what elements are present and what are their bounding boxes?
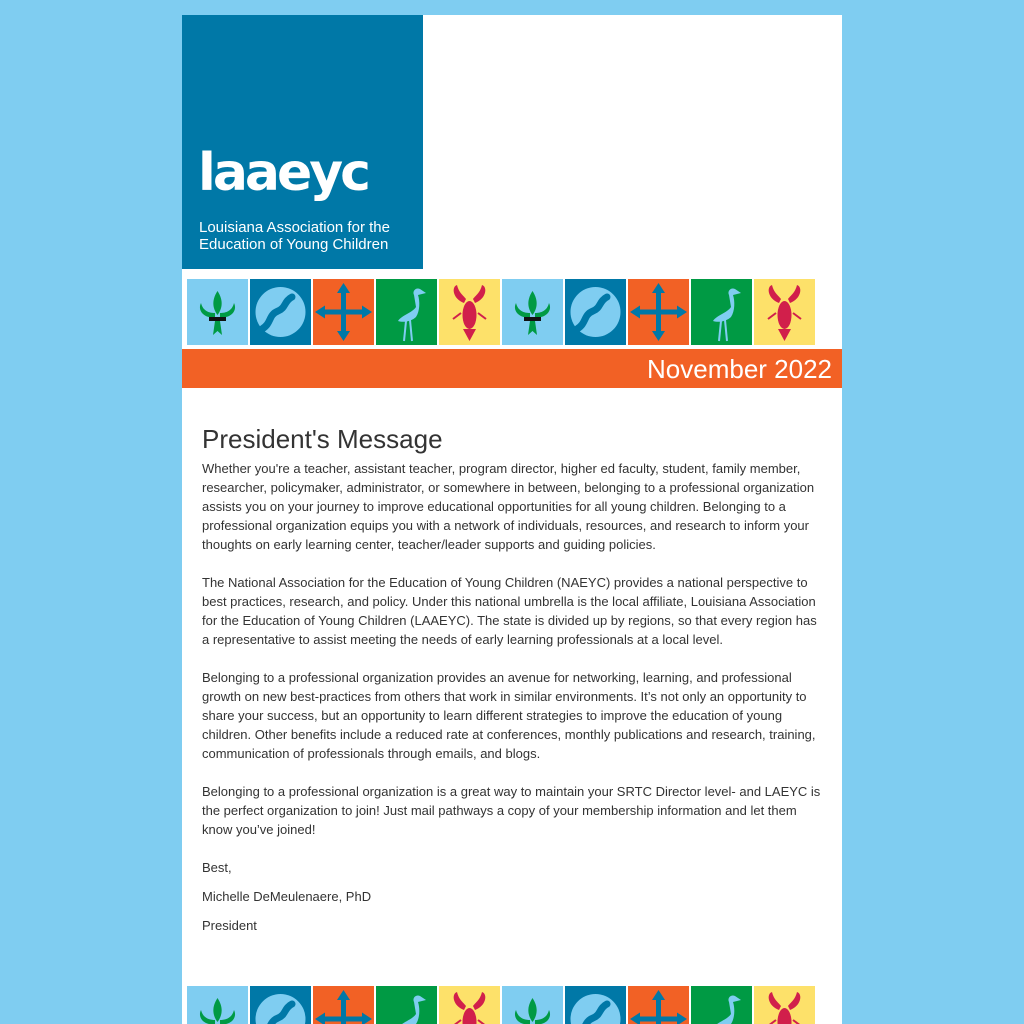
message-paragraph: Belonging to a professional organization is a great way to maintain your SRTC Director level- and LAEYC is the perfect organization to join! Just mail pathways a copy of your membership information and let them know you’ve joined! — [202, 784, 821, 837]
heron-icon — [691, 279, 752, 345]
crawfish-icon — [439, 986, 500, 1024]
closing: Best, — [202, 860, 232, 875]
message-title: President's Message — [202, 424, 443, 454]
message-paragraph: Belonging to a professional organization provides an avenue for networking, learning, and professional growth on new best-practices from others that work in similar environments. It’s not only an opportunity to share your success, but an opportunity to learn different strategies to improve the education of young children. Other benefits include a reduced rate at conferences, monthly publications and research, training, communication of professionals through emails, and blogs. — [202, 670, 816, 761]
fleur-de-lis-icon — [187, 279, 248, 345]
icon-tile-strip-top — [187, 279, 817, 345]
crawfish-icon — [754, 279, 815, 345]
icon-tile-strip-bottom — [187, 986, 817, 1024]
laaeyc-logo[interactable] — [182, 15, 423, 269]
logo-subtitle: Louisiana Association for the Education of Young Children — [199, 219, 390, 253]
logo-wordmark: laaeyc — [198, 143, 368, 203]
signer-title: President — [202, 918, 257, 933]
fleur-de-lis-icon — [502, 279, 563, 345]
fleur-de-lis-icon — [187, 986, 248, 1024]
message-paragraph: The National Association for the Education of Young Children (NAEYC) provides a national perspective to best practices, research, and policy. Under this national umbrella is the local affiliate, Louisiana Association for the Education of Young Children (LAAEYC). The state is divided up by regions, so that every region has a representative to assist meeting the needs of early learning professionals at a local level. — [202, 575, 817, 647]
crawfish-icon — [439, 279, 500, 345]
heron-icon — [691, 986, 752, 1024]
river-icon — [565, 279, 626, 345]
message-paragraph: Whether you're a teacher, assistant teacher, program director, higher ed faculty, student, family member, researcher, policymaker, administrator, or somewhere in between, belonging to a professional organization assists you on your journey to improve educational opportunities for all young children. Belonging to a professional organization equips you with a network of individuals, resources, and research to inform your thoughts on early learning center, teacher/leader supports and guiding policies. — [202, 461, 815, 552]
river-icon — [565, 986, 626, 1024]
signer-name: Michelle DeMeulenaere, PhD — [202, 889, 372, 904]
heron-icon — [376, 986, 437, 1024]
river-icon — [250, 986, 311, 1024]
date-banner — [182, 349, 842, 388]
crawfish-icon — [754, 986, 815, 1024]
heron-icon — [376, 279, 437, 345]
issue-date: November 2022 — [647, 354, 832, 384]
newsletter-body — [182, 15, 842, 1024]
crossroads-arrows-icon — [628, 986, 689, 1024]
crossroads-arrows-icon — [313, 279, 374, 345]
crossroads-arrows-icon — [628, 279, 689, 345]
crossroads-arrows-icon — [313, 986, 374, 1024]
fleur-de-lis-icon — [502, 986, 563, 1024]
river-icon — [250, 279, 311, 345]
presidents-message — [202, 424, 822, 945]
